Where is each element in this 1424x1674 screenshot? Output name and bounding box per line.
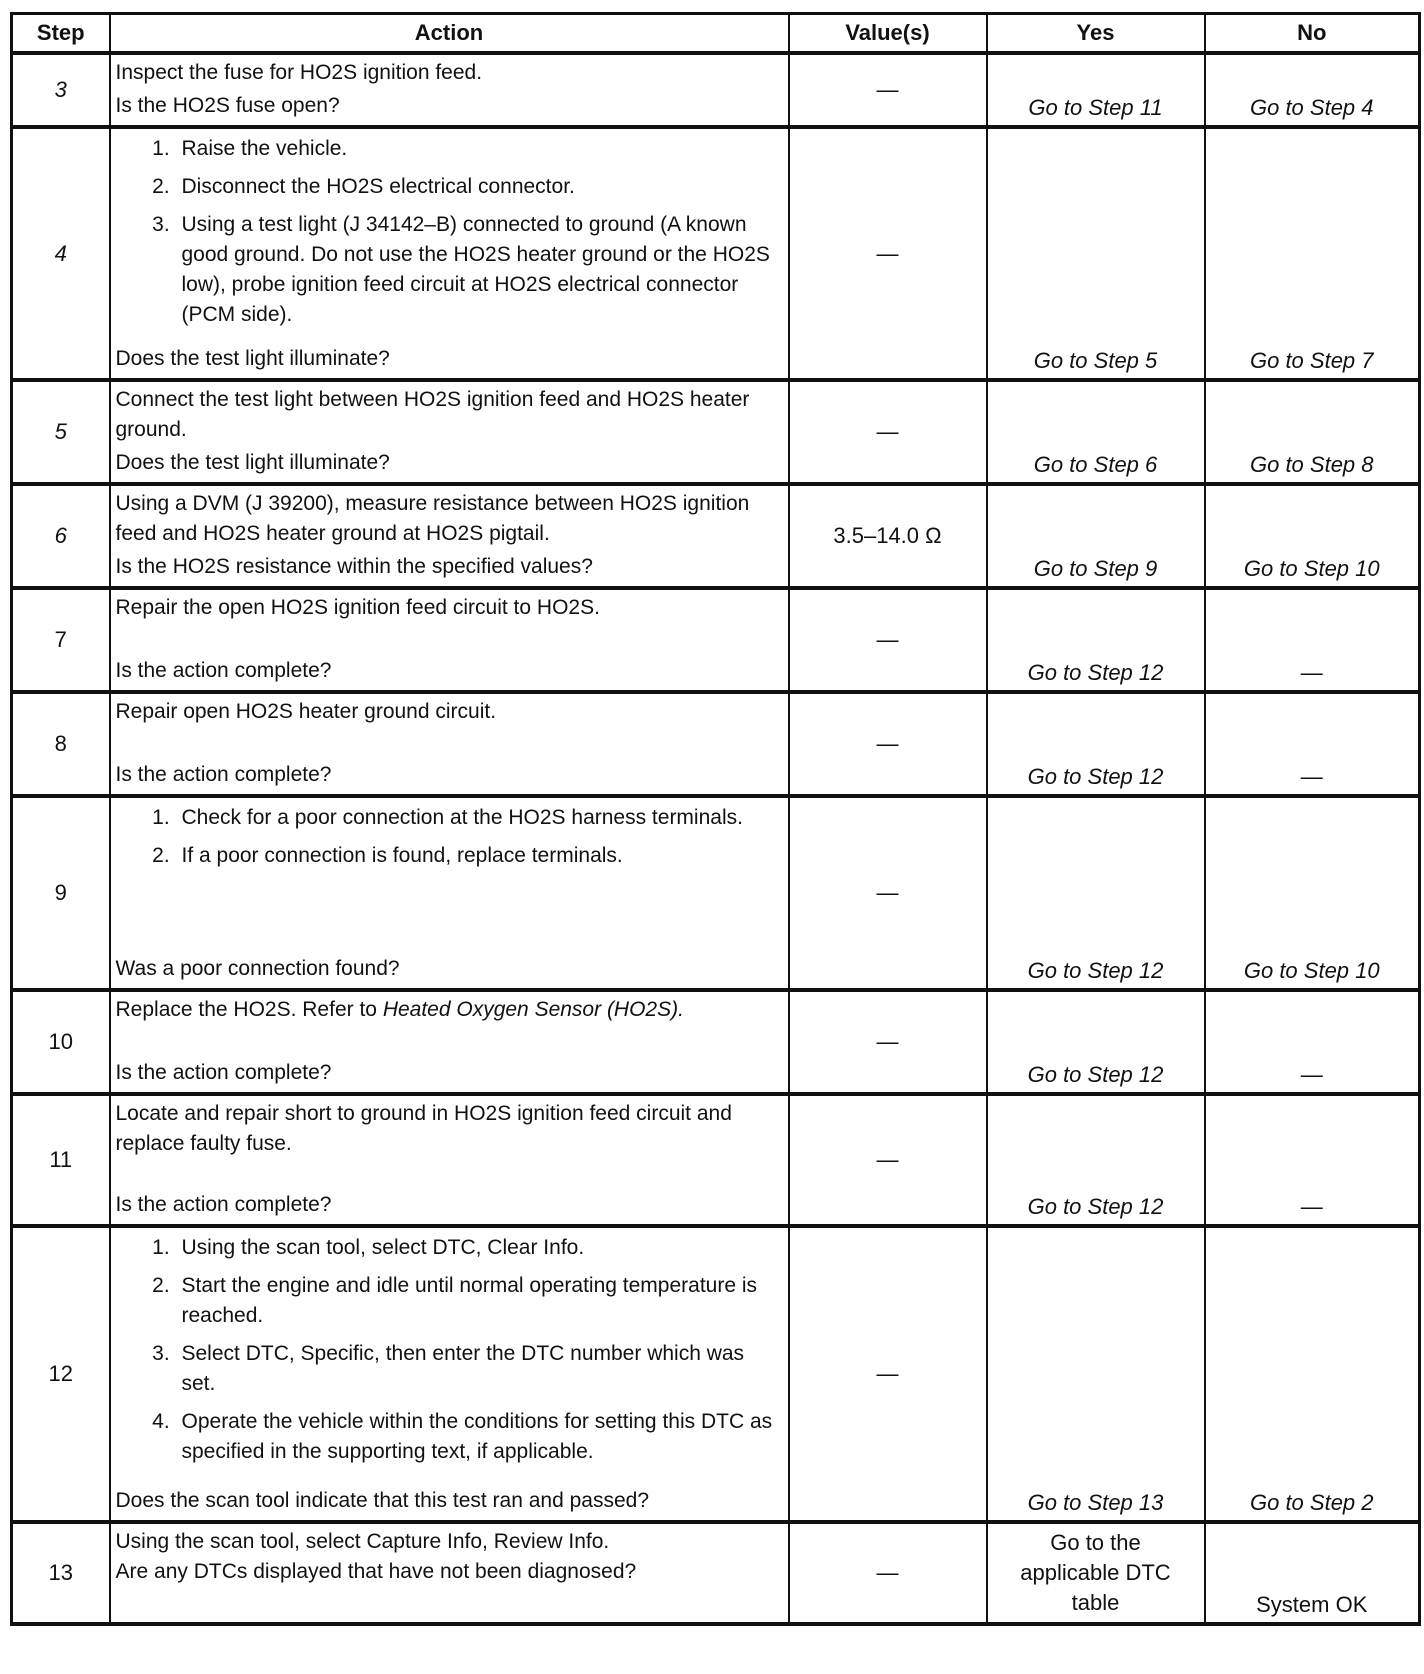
no-cell: — xyxy=(1205,990,1420,1094)
action-question: Was a poor connection found? xyxy=(115,957,400,980)
table-row xyxy=(12,990,1420,1094)
action-text: Using the scan tool, select Capture Info, Review Info. xyxy=(115,1530,610,1553)
table-row xyxy=(12,127,1420,380)
table-row xyxy=(12,484,1420,588)
no-cell: — xyxy=(1205,692,1420,796)
step-number: 7 xyxy=(12,588,110,692)
header-values: Value(s) xyxy=(789,14,987,54)
action-question: Is the action complete? xyxy=(115,1193,332,1216)
step-number: 9 xyxy=(12,796,110,990)
yes-cell: Go to Step 9 xyxy=(987,484,1205,588)
action-text: Locate and repair short to ground in HO2S ignition feed circuit and replace faulty fuse. xyxy=(115,1102,732,1155)
step-number: 3 xyxy=(12,53,110,127)
table-row xyxy=(12,692,1420,796)
no-cell: Go to Step 8 xyxy=(1205,380,1420,484)
list-item: 1. Raise the vehicle. xyxy=(176,134,784,164)
action-text: Inspect the fuse for HO2S ignition feed. xyxy=(115,61,483,84)
header-row xyxy=(12,14,1420,54)
value-cell: — xyxy=(789,1094,987,1226)
list-item: 2. If a poor connection is found, replace terminals. xyxy=(176,841,784,871)
yes-cell: Go to Step 11 xyxy=(987,53,1205,127)
action-cell xyxy=(110,796,789,990)
list-item: 3. Using a test light (J 34142–B) connected to ground (A known good ground. Do not use the HO2S heater ground or the HO2S low), probe ignition feed circuit at HO2S electrical connector (PCM side). xyxy=(176,210,784,330)
yes-cell: Go to Step 6 xyxy=(987,380,1205,484)
header-yes: Yes xyxy=(987,14,1205,54)
no-cell: Go to Step 10 xyxy=(1205,484,1420,588)
list-item: 1. Check for a poor connection at the HO2S harness terminals. xyxy=(176,803,784,833)
yes-cell: Go to Step 12 xyxy=(987,692,1205,796)
value-cell: — xyxy=(789,990,987,1094)
yes-cell: Go to Step 12 xyxy=(987,796,1205,990)
table-row xyxy=(12,796,1420,990)
no-cell: System OK xyxy=(1205,1522,1420,1624)
table-row xyxy=(12,1226,1420,1522)
action-cell xyxy=(110,990,789,1094)
header-no: No xyxy=(1205,14,1420,54)
table-row xyxy=(12,380,1420,484)
table-row xyxy=(12,1522,1420,1624)
no-cell: — xyxy=(1205,588,1420,692)
no-cell: Go to Step 7 xyxy=(1205,127,1420,380)
value-cell: — xyxy=(789,692,987,796)
yes-cell: Go to Step 13 xyxy=(987,1226,1205,1522)
no-cell: — xyxy=(1205,1094,1420,1226)
no-cell: Go to Step 4 xyxy=(1205,53,1420,127)
value-cell: — xyxy=(789,588,987,692)
action-question: Is the action complete? xyxy=(115,763,332,786)
table-row xyxy=(12,53,1420,127)
action-question: Is the action complete? xyxy=(115,1061,332,1084)
yes-cell: Go to the applicable DTC table xyxy=(987,1522,1205,1624)
step-number: 4 xyxy=(12,127,110,380)
diagnostic-table xyxy=(10,12,1421,1626)
action-text: Repair open HO2S heater ground circuit. xyxy=(115,700,497,723)
action-text-reference: Heated Oxygen Sensor (HO2S). xyxy=(382,998,684,1021)
action-text xyxy=(116,995,784,1025)
action-question: Are any DTCs displayed that have not been diagnosed? xyxy=(115,1560,637,1583)
action-question: Does the test light illuminate? xyxy=(115,347,390,370)
step-number: 13 xyxy=(12,1522,110,1624)
action-question: Does the scan tool indicate that this test ran and passed? xyxy=(115,1489,650,1512)
value-cell: — xyxy=(789,1226,987,1522)
action-cell xyxy=(110,484,789,588)
step-number: 11 xyxy=(12,1094,110,1226)
action-steps-list xyxy=(116,1233,784,1475)
action-text: Connect the test light between HO2S ignition feed and HO2S heater ground. xyxy=(115,388,750,441)
table-row xyxy=(12,588,1420,692)
action-question: Is the HO2S resistance within the specified values? xyxy=(115,555,593,578)
action-steps-list xyxy=(116,803,784,879)
action-steps-list xyxy=(116,134,784,338)
action-text: Using a DVM (J 39200), measure resistance between HO2S ignition feed and HO2S heater ground at HO2S pigtail. xyxy=(115,492,750,545)
value-cell: — xyxy=(789,53,987,127)
yes-cell: Go to Step 12 xyxy=(987,990,1205,1094)
list-item: 4. Operate the vehicle within the conditions for setting this DTC as specified in the supporting text, if applicable. xyxy=(176,1407,784,1467)
value-cell: — xyxy=(789,127,987,380)
step-number: 8 xyxy=(12,692,110,796)
table-row xyxy=(12,1094,1420,1226)
step-number: 10 xyxy=(12,990,110,1094)
list-item: 1. Using the scan tool, select DTC, Clear Info. xyxy=(176,1233,784,1263)
action-text-plain: Replace the HO2S. Refer to xyxy=(115,998,383,1021)
action-cell xyxy=(110,380,789,484)
step-number: 12 xyxy=(12,1226,110,1522)
action-cell xyxy=(110,127,789,380)
action-cell xyxy=(110,1094,789,1226)
list-item: 2. Disconnect the HO2S electrical connector. xyxy=(176,172,784,202)
action-cell xyxy=(110,1226,789,1522)
list-item: 3. Select DTC, Specific, then enter the DTC number which was set. xyxy=(176,1339,784,1399)
step-number: 5 xyxy=(12,380,110,484)
value-cell: 3.5–14.0 Ω xyxy=(789,484,987,588)
yes-cell: Go to Step 5 xyxy=(987,127,1205,380)
action-cell xyxy=(110,53,789,127)
no-cell: Go to Step 10 xyxy=(1205,796,1420,990)
action-question: Does the test light illuminate? xyxy=(115,451,390,474)
header-step: Step xyxy=(12,14,110,54)
action-cell xyxy=(110,588,789,692)
value-cell: — xyxy=(789,1522,987,1624)
value-cell: — xyxy=(789,380,987,484)
list-item: 2. Start the engine and idle until normal operating temperature is reached. xyxy=(176,1271,784,1331)
value-cell: — xyxy=(789,796,987,990)
action-text: Repair the open HO2S ignition feed circuit to HO2S. xyxy=(115,596,600,619)
header-action: Action xyxy=(110,14,789,54)
action-question: Is the HO2S fuse open? xyxy=(115,94,340,117)
no-cell: Go to Step 2 xyxy=(1205,1226,1420,1522)
step-number: 6 xyxy=(12,484,110,588)
action-cell xyxy=(110,1522,789,1624)
yes-cell: Go to Step 12 xyxy=(987,588,1205,692)
yes-cell: Go to Step 12 xyxy=(987,1094,1205,1226)
action-cell xyxy=(110,692,789,796)
action-question: Is the action complete? xyxy=(115,659,332,682)
